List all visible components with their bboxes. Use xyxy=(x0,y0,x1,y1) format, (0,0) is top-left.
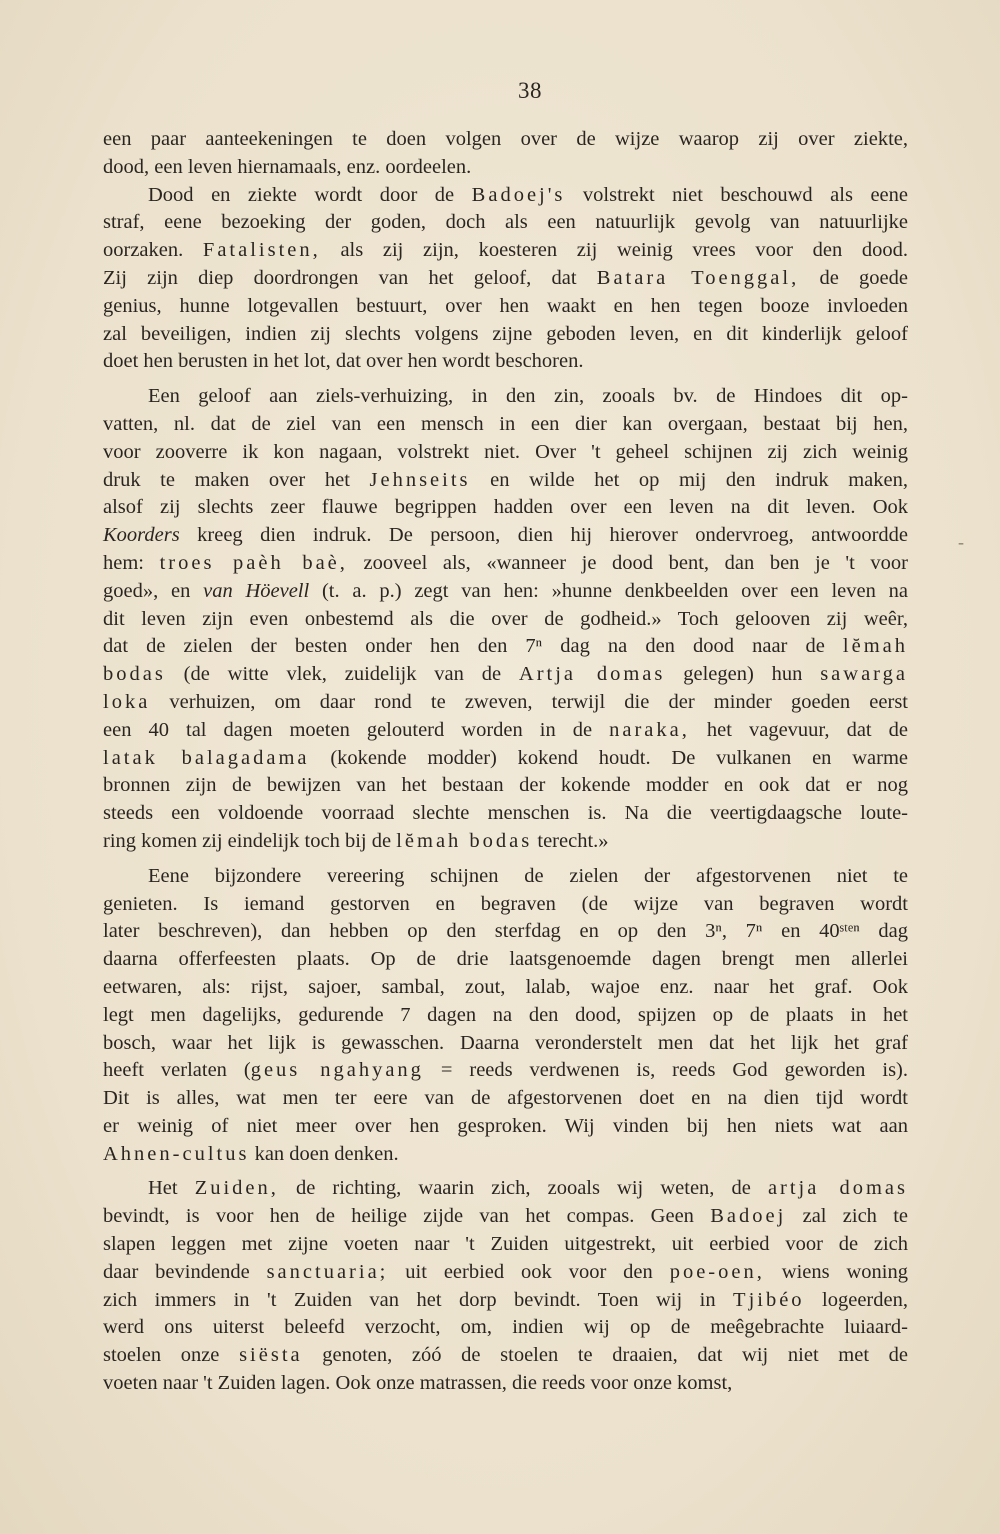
text-line xyxy=(103,1030,908,1058)
text-run: als zij zijn, koesteren zij weinig vrees voor den dood. xyxy=(320,239,908,262)
text-run: logeerden, xyxy=(804,1288,908,1311)
text-run: dat de zielen der besten onder hen den 7ⁿ dag na den dood naar de xyxy=(103,635,843,658)
text-line xyxy=(103,1002,908,1030)
text-run: heeft verlaten ( xyxy=(103,1059,251,1082)
spaced-term: Badoej's xyxy=(471,183,566,206)
text-line xyxy=(103,550,908,578)
text-line xyxy=(103,828,908,856)
text-line xyxy=(103,918,908,946)
spaced-term: troes paèh baè, xyxy=(159,551,348,574)
text-run: slapen leggen met zijne voeten naar 't Zuiden uitgestrekt, uit eerbied voor de zich xyxy=(103,1233,908,1256)
text-line xyxy=(103,1203,908,1231)
text-run: bosch, waar het lijk is gewasschen. Daarna veronderstelt men dat het lijk het graf xyxy=(103,1031,908,1054)
paragraph-gap xyxy=(103,1168,908,1175)
text-line xyxy=(103,606,908,634)
italic-name: Koorders xyxy=(103,524,180,547)
spaced-term: lĕmah xyxy=(842,635,908,658)
text-run: zal beveiligen, indien zij slechts volgens zijne geboden leven, en dit kinderlijk geloof xyxy=(103,322,908,345)
text-run: kreeg dien indruk. De persoon, dien hij hierover ondervroeg, antwoordde xyxy=(179,524,908,547)
spaced-term: latak balagadama xyxy=(103,746,310,769)
spaced-term: Artja domas xyxy=(518,663,666,686)
spaced-term: Fatalisten, xyxy=(202,239,321,262)
text-run: er weinig of niet meer over hen gesproken. Wij vinden bij hen niets wat aan xyxy=(103,1114,908,1137)
text-run: volstrekt niet beschouwd als eene xyxy=(565,183,909,206)
text-line xyxy=(103,467,908,495)
text-run: (t. a. p.) zegt van hen: »hunne denkbeelden over een leven na xyxy=(309,579,908,602)
text-line xyxy=(103,1057,908,1085)
text-line xyxy=(103,1175,908,1203)
text-line xyxy=(103,1314,908,1342)
text-run: ring komen zij eindelijk toch bij de xyxy=(103,829,397,852)
text-run: alsof zij slechts zeer flauwe begrippen hadden over een leven na dit leven. Ook xyxy=(103,496,908,519)
text-line xyxy=(103,717,908,745)
text-run: bevindt, is voor hen de heilige zijde van het compas. Geen xyxy=(103,1205,711,1228)
spaced-term: artja domas xyxy=(767,1177,908,1200)
text-run: de richting, waarin zich, zooals wij weten, de xyxy=(278,1177,768,1200)
text-run: stoelen onze xyxy=(103,1344,240,1367)
text-run: wiens woning xyxy=(764,1260,908,1283)
text-run: en wilde het op mij den indruk maken, xyxy=(470,468,909,491)
spaced-term: lĕmah bodas xyxy=(396,829,533,852)
text-run: een paar aanteekeningen te doen volgen over de wijze waarop zij over ziekte, xyxy=(103,128,908,150)
spaced-term: sawarga xyxy=(820,663,908,686)
text-run: zich immers in 't Zuiden van het dorp bevindt. Toen wij in xyxy=(103,1288,734,1311)
text-run: hem: xyxy=(103,551,160,574)
text-run: straf, eene bezoeking der goden, doch als een natuurlijk gevolg van natuurlijke xyxy=(103,211,908,234)
spaced-term: Batara Toenggal, xyxy=(596,266,800,289)
text-run: (kokende modder) kokend houdt. De vulkanen en warme xyxy=(309,746,908,769)
text-line xyxy=(103,182,908,210)
text-line xyxy=(103,348,908,376)
spaced-term: Tjibéo xyxy=(733,1288,805,1311)
text-line xyxy=(103,689,908,717)
margin-mark: - xyxy=(958,532,964,552)
text-line xyxy=(103,661,908,689)
text-line xyxy=(103,126,908,154)
italic-name: van Höevell xyxy=(203,579,310,602)
text-line xyxy=(103,209,908,237)
text-line xyxy=(103,154,908,182)
text-run: eetwaren, als: rijst, sajoer, sambal, zout, lalab, wajoe enz. naar het graf. Ook xyxy=(103,975,908,998)
text-run: Dood en ziekte wordt door de xyxy=(148,183,472,206)
spaced-term: geus ngahyang xyxy=(250,1059,424,1082)
text-line xyxy=(103,1342,908,1370)
text-line xyxy=(103,321,908,349)
text-line xyxy=(103,237,908,265)
text-run: verhuizen, om daar rond te zweven, terwijl die der minder goeden eerst xyxy=(150,690,908,713)
text-line xyxy=(103,891,908,919)
text-line xyxy=(103,522,908,550)
spaced-term: Badoej xyxy=(710,1205,787,1228)
text-run: dood, een leven hiernamaals, enz. oordeelen. xyxy=(103,155,472,178)
text-run: Eene bijzondere vereering schijnen de zielen der afgestorvenen niet te xyxy=(148,864,908,887)
text-run: zal zich te xyxy=(786,1205,909,1228)
text-run: Een geloof aan ziels-verhuizing, in den zin, zooals bv. de Hindoes dit op- xyxy=(148,385,908,408)
text-run: genius, hunne lotgevallen bestuurt, over hen waakt en hen tegen booze invloeden xyxy=(103,294,908,317)
text-run: voor zooverre ik kon nagaan, volstrekt niet. Over 't geheel schijnen zij zich weinig xyxy=(103,440,908,463)
text-run: Zij zijn diep doordrongen van het geloof, dat xyxy=(103,266,597,289)
spaced-term: loka xyxy=(103,690,151,713)
text-run: de goede xyxy=(799,266,908,289)
text-run: genieten. Is iemand gestorven en begraven (de wijze van begraven wordt xyxy=(103,892,908,915)
text-line xyxy=(103,439,908,467)
text-run: Het xyxy=(148,1177,195,1200)
text-run: oorzaken. xyxy=(103,239,203,262)
text-line xyxy=(103,1259,908,1287)
text-line xyxy=(103,946,908,974)
text-line xyxy=(103,265,908,293)
text-run: (de witte vlek, zuidelijk van de xyxy=(165,663,519,686)
spaced-term: bodas xyxy=(103,663,166,686)
text-run: dit leven zijn even onbestemd als die over de godheid.» Toch gelooven zij weêr, xyxy=(103,607,908,630)
text-line xyxy=(103,800,908,828)
text-line xyxy=(103,1370,908,1398)
text-run: goed», en xyxy=(103,579,204,602)
text-run: uit eerbied ook voor den xyxy=(388,1260,670,1283)
text-line xyxy=(103,383,908,411)
spaced-term: siësta xyxy=(239,1344,303,1367)
text-run: terecht.» xyxy=(532,829,609,852)
text-run: druk te maken over het xyxy=(103,468,370,491)
text-run: daarna offerfeesten plaats. Op de drie laatsgenoemde dagen brengt men allerlei xyxy=(103,948,908,971)
text-line xyxy=(103,1113,908,1141)
text-run: zooveel als, «wanneer je dood bent, dan ben je 't voor xyxy=(347,551,908,574)
text-run: voeten naar 't Zuiden lagen. Ook onze matrassen, die reeds voor onze komst, xyxy=(103,1372,733,1395)
text-run: doet hen berusten in het lot, dat over hen wordt beschoren. xyxy=(103,350,584,373)
spaced-term: poe-oen, xyxy=(669,1260,765,1283)
paragraph-gap xyxy=(103,856,908,863)
text-run: het vagevuur, dat de xyxy=(689,718,908,741)
spaced-term: sanctuaria; xyxy=(266,1260,389,1283)
spaced-term: Ahnen-cultus xyxy=(103,1142,250,1165)
text-line xyxy=(103,1231,908,1259)
text-run: genoten, zóó de stoelen te draaien, dat wij niet met de xyxy=(302,1344,909,1367)
text-run: werd ons uiterst beleefd verzocht, om, indien wij op de meêgebrachte luiaard- xyxy=(103,1316,908,1339)
text-line xyxy=(103,411,908,439)
spaced-term: Jehnseits xyxy=(369,468,471,491)
text-run: legt men dagelijks, gedurende 7 dagen na den dood, spijzen op de plaats in het xyxy=(103,1003,908,1026)
text-run: gelegen) hun xyxy=(665,663,821,686)
text-run: = reeds verdwenen is, reeds God geworden is). xyxy=(423,1059,908,1082)
spaced-term: Zuiden, xyxy=(194,1177,279,1200)
text-line xyxy=(103,974,908,1002)
text-line xyxy=(103,745,908,773)
text-line xyxy=(103,1085,908,1113)
text-run: later beschreven), dan hebben op den sterfdag en op den 3ⁿ, 7ⁿ en 40ˢᵗᵉⁿ dag xyxy=(103,920,908,943)
text-run: daar bevindende xyxy=(103,1260,267,1283)
text-line xyxy=(103,293,908,321)
paragraph-gap xyxy=(103,376,908,383)
text-line xyxy=(103,494,908,522)
text-run: kan doen denken. xyxy=(249,1142,399,1165)
text-line xyxy=(103,863,908,891)
body-text xyxy=(103,126,908,1398)
text-line xyxy=(103,1141,908,1169)
text-run: steeds een voldoende voorraad slechte menschen is. Na die veertigdaagsche loute- xyxy=(103,802,908,825)
text-line xyxy=(103,578,908,606)
text-run: vatten, nl. dat de ziel van een mensch in een dier kan overgaan, bestaat bij hen, xyxy=(103,412,908,435)
page-number: 38 xyxy=(518,78,542,103)
text-run: een 40 tal dagen moeten gelouterd worden in de xyxy=(103,718,610,741)
text-run: Dit is alles, wat men ter eere van de afgestorvenen doet en na dien tijd wordt xyxy=(103,1087,908,1110)
text-line xyxy=(103,772,908,800)
text-run: bronnen zijn de bewijzen van het bestaan der kokende modder en ook dat er nog xyxy=(103,774,908,797)
text-line xyxy=(103,633,908,661)
spaced-term: naraka, xyxy=(609,718,690,741)
text-line xyxy=(103,1287,908,1315)
